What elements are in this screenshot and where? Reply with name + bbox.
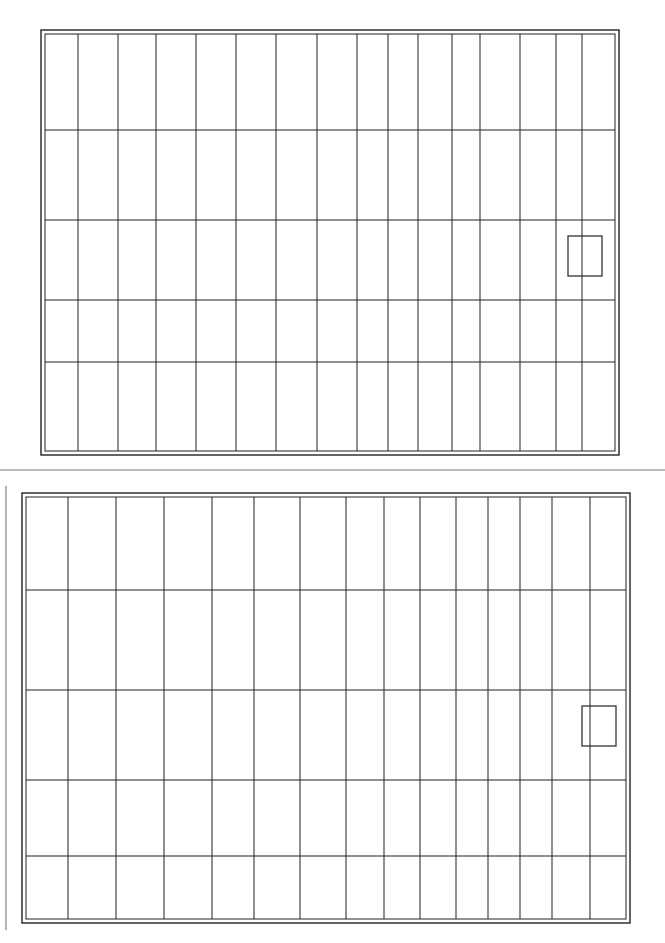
sheet-1-column-dividers: [78, 34, 582, 451]
sheet-2: [22, 493, 630, 923]
page-guides: [0, 470, 665, 930]
sheet-2-outer-border: [22, 493, 630, 923]
sheet-1-reference-box: [568, 236, 602, 276]
sheet-1-row-dividers: [45, 130, 615, 362]
sheet-1: [41, 30, 619, 455]
sheet-1-outer-border: [41, 30, 619, 455]
sheet-2-reference-box: [582, 706, 616, 746]
sheet-1-inner-border: [45, 34, 615, 451]
